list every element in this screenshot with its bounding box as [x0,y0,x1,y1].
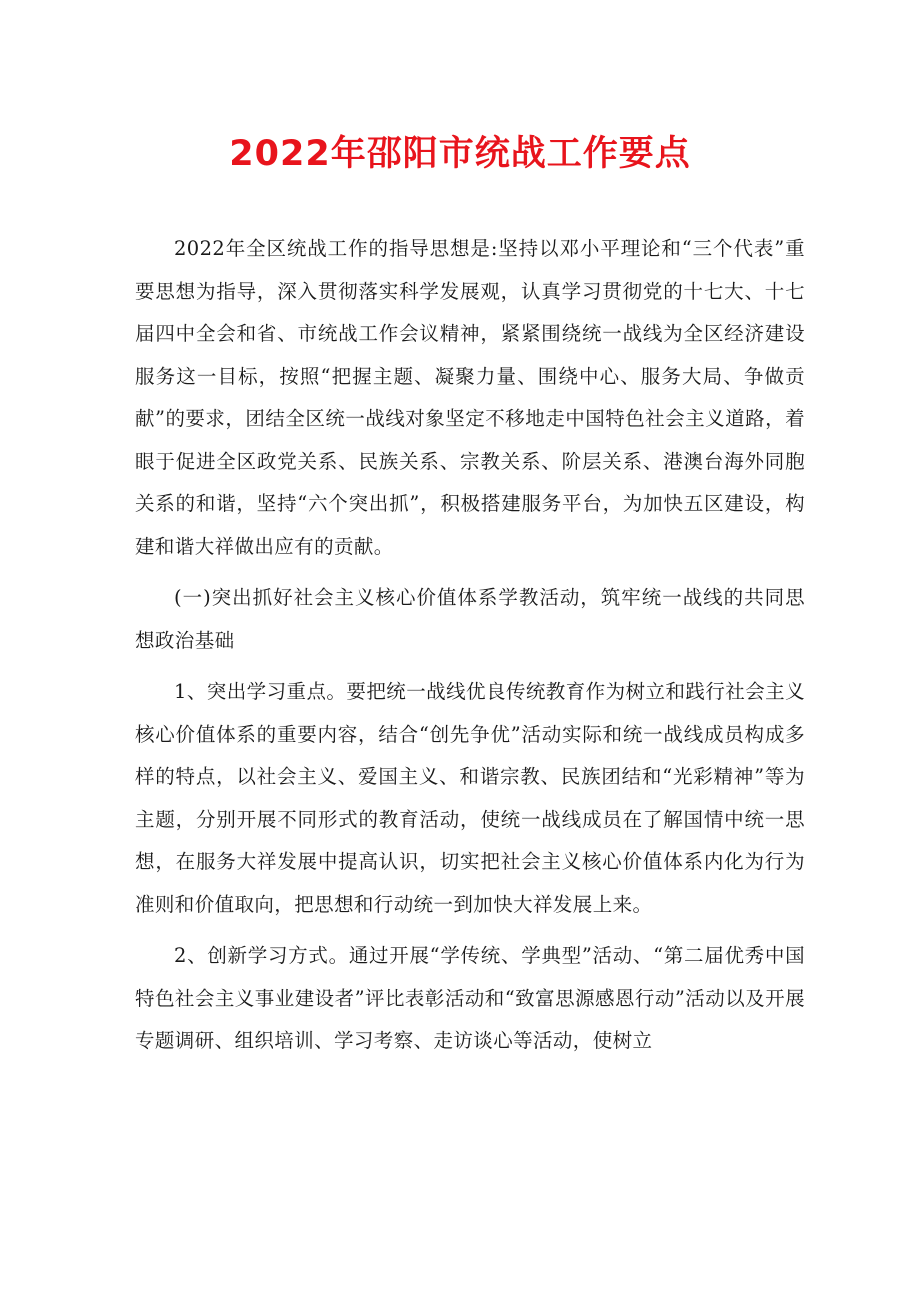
paragraph-item-2: 2、创新学习方式。通过开展“学传统、学典型”活动、“第二届优秀中国特色社会主义事业建设者”评比表彰活动和“致富思源感恩行动”活动以及开展专题调研、组织培训、学习考察、走访谈心等活动，使树立 [135,944,805,1052]
document-title: 2022年邵阳市统战工作要点 [229,134,691,174]
document-body [135,228,805,1063]
paragraph-item-1: 1、突出学习重点。要把统一战线优良传统教育作为树立和践行社会主义核心价值体系的重要内容，结合“创先争优”活动实际和统一战线成员构成多样的特点，以社会主义、爱国主义、和谐宗教、民族团结和“光彩精神”等为主题，分别开展不同形式的教育活动，使统一战线成员在了解国情中统一思想，在服务大祥发展中提高认识，切实把社会主义核心价值体系内化为行为准则和价值取向，把思想和行动统一到加快大祥发展上来。 [135,680,805,916]
section-heading-1: (一)突出抓好社会主义核心价值体系学教活动，筑牢统一战线的共同思想政治基础 [135,586,805,652]
paragraph-guiding-ideology: 2022年全区统战工作的指导思想是:坚持以邓小平理论和“三个代表”重要思想为指导，深入贯彻落实科学发展观，认真学习贯彻党的十七大、十七届四中全会和省、市统战工作会议精神，紧紧围绕统一战线为全区经济建设服务这一目标，按照“把握主题、凝聚力量、围绕中心、服务大局、争做贡献”的要求，团结全区统一战线对象坚定不移地走中国特色社会主义道路，着眼于促进全区政党关系、民族关系、宗教关系、阶层关系、港澳台海外同胞关系的和谐，坚持“六个突出抓”，积极搭建服务平台，为加快五区建设，构建和谐大祥做出应有的贡献。 [135,237,805,558]
